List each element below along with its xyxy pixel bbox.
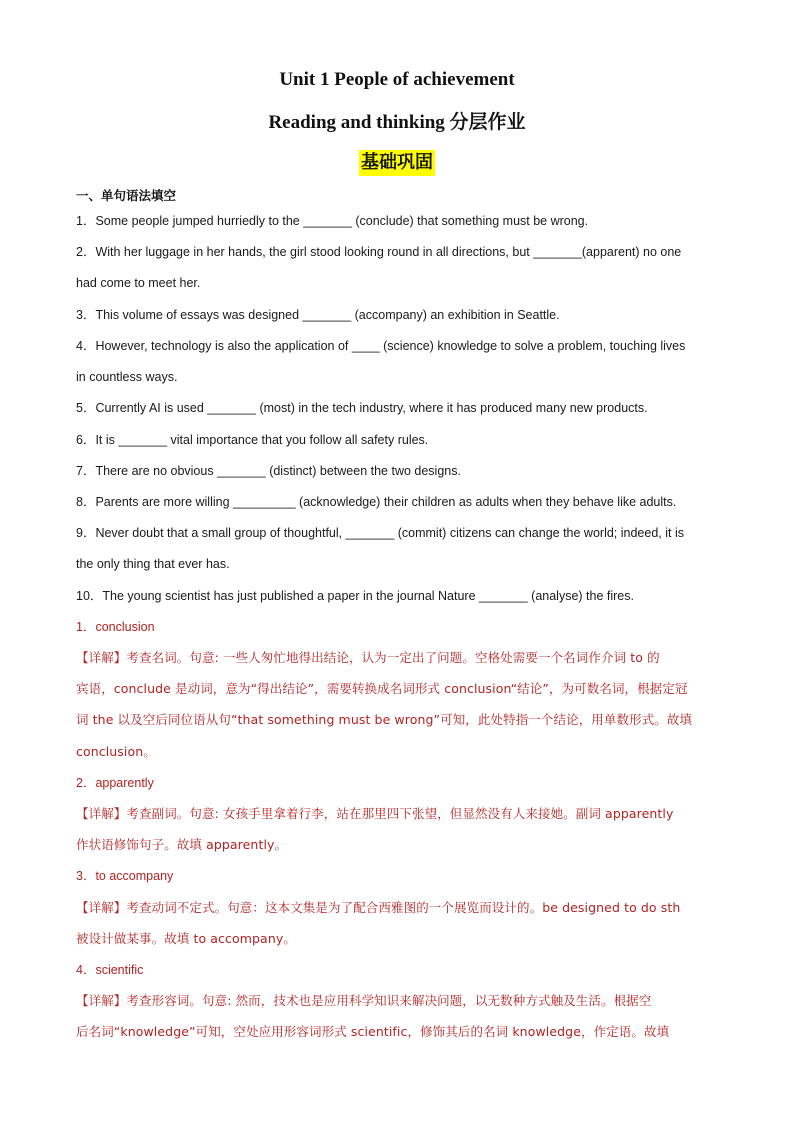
level-badge: 基础巩固 — [359, 150, 435, 176]
explanation-line: conclusion。 — [76, 744, 156, 759]
question-line: had come to meet her. — [76, 276, 201, 290]
level-badge-wrap — [0, 150, 794, 176]
section-heading: 一、单句语法填空 — [76, 188, 177, 203]
question-line: 5．Currently AI is used _______ (most) in the tech industry, where it has produced many new products. — [76, 401, 648, 415]
explanation-line: 宾语，conclude 是动词，意为“得出结论”，需要转换成名词形式 conclusion“结论”，为可数名词，根据定冠 — [76, 681, 688, 696]
question-line: 4．However, technology is also the application of ____ (science) knowledge to solve a problem, touching lives — [76, 339, 686, 353]
question-line: in countless ways. — [76, 370, 178, 384]
question-line: the only thing that ever has. — [76, 557, 230, 571]
question-line: 2．With her luggage in her hands, the girl stood looking round in all directions, but _______(apparent) no one — [76, 245, 682, 259]
explanation-line: 词 the 以及空后同位语从句“that something must be wrong”可知，此处特指一个结论，用单数形式。故填 — [76, 712, 693, 727]
answer-label: 4．scientific — [76, 963, 144, 977]
subtitle-chinese: 分层作业 — [449, 111, 526, 133]
explanation-line: 【详解】考查副词。句意: 女孩手里拿着行李，站在那里四下张望，但显然没有人来接她。副词 apparently — [76, 806, 674, 821]
question-line: 7．There are no obvious _______ (distinct) between the two designs. — [76, 464, 461, 478]
answer-label: 3．to accompany — [76, 869, 174, 883]
question-line: 8．Parents are more willing _________ (acknowledge) their children as adults when they behave like adults. — [76, 495, 677, 509]
explanation-line: 作状语修饰句子。故填 apparently。 — [76, 837, 288, 852]
question-line: 6．It is _______ vital importance that you follow all safety rules. — [76, 433, 429, 447]
explanation-line: 【详解】考查名词。句意: 一些人匆忙地得出结论，认为一定出了问题。空格处需要一个名词作介词 to 的 — [76, 650, 660, 665]
question-line: 3．This volume of essays was designed _______ (accompany) an exhibition in Seattle. — [76, 308, 560, 322]
answer-label: 2．apparently — [76, 776, 154, 790]
question-line: 10．The young scientist has just published a paper in the journal Nature _______ (analyse) the fires. — [76, 589, 634, 603]
document-subtitle — [0, 108, 794, 137]
explanation-line: 【详解】考查形容词。句意: 然而，技术也是应用科学知识来解决问题，以无数种方式触及生活。根据空 — [76, 993, 652, 1008]
explanation-line: 后名词“knowledge”可知，空处应用形容词形式 scientific，修饰其后的名词 knowledge，作定语。故填 — [76, 1024, 670, 1039]
explanation-line: 【详解】考查动词不定式。句意：这本文集是为了配合西雅图的一个展览而设计的。be designed to do sth — [76, 900, 681, 915]
answer-label: 1．conclusion — [76, 620, 155, 634]
question-line: 9．Never doubt that a small group of thoughtful, _______ (commit) citizens can change the world; indeed, it is — [76, 526, 684, 540]
document-title: Unit 1 People of achievement — [279, 69, 515, 90]
question-line: 1．Some people jumped hurriedly to the _______ (conclude) that something must be wrong. — [76, 214, 589, 228]
subtitle-english: Reading and thinking — [268, 112, 445, 133]
explanation-line: 被设计做某事。故填 to accompany。 — [76, 931, 296, 946]
